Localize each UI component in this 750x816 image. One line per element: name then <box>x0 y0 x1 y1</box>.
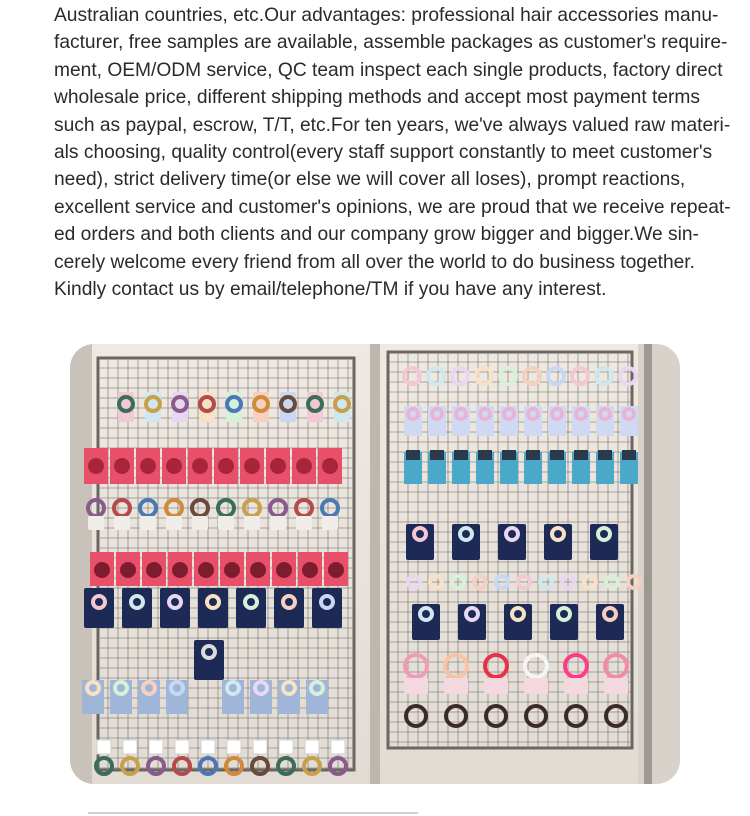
box-window <box>244 458 260 474</box>
pack <box>166 680 188 714</box>
box-window <box>120 562 136 578</box>
pack <box>278 680 300 714</box>
product-card <box>140 516 156 530</box>
pack <box>250 680 272 714</box>
description-line: Australian countries, etc.Our advantages: professional hair accessories manu- <box>54 5 719 26</box>
pack <box>138 680 160 714</box>
product-card <box>218 516 234 530</box>
tag <box>123 740 137 754</box>
tag <box>253 740 267 754</box>
description-line: excellent service and customer's opinions, we are proud that we receive repeat- <box>54 196 731 218</box>
tag <box>331 740 345 754</box>
pack <box>404 678 428 694</box>
tag <box>305 740 319 754</box>
description-line: wholesale price, different shipping methods and accept most payment terms <box>54 87 700 109</box>
tag <box>227 740 241 754</box>
pack <box>524 678 548 694</box>
box-window <box>224 562 240 578</box>
description-line: als choosing, quality control(every staff support constantly to meet customer's <box>54 142 713 164</box>
product-card <box>270 516 286 530</box>
description-line: Kindly contact us by email/telephone/TM if you have any interest. <box>54 279 607 301</box>
tag <box>175 740 189 754</box>
description-text <box>54 2 730 303</box>
product-card <box>166 516 182 530</box>
box-window <box>218 458 234 474</box>
product-card <box>296 516 312 530</box>
pack-top <box>454 450 468 460</box>
pack <box>444 678 468 694</box>
product-card <box>244 516 260 530</box>
pack-top <box>622 450 636 460</box>
product-card <box>114 516 130 530</box>
box-window <box>114 458 130 474</box>
pack-top <box>406 450 420 460</box>
display-rack-photo <box>70 344 680 784</box>
product-card <box>192 516 208 530</box>
box-window <box>88 458 104 474</box>
box-window <box>322 458 338 474</box>
box-window <box>172 562 188 578</box>
description-line: cerely welcome every friend from all over the world to do business together. <box>54 251 695 273</box>
tag <box>201 740 215 754</box>
pack <box>484 678 508 694</box>
frame-pole <box>644 344 652 784</box>
photo-illustration <box>70 344 680 784</box>
box-window <box>140 458 156 474</box>
pack-top <box>574 450 588 460</box>
pack-top <box>478 450 492 460</box>
tag <box>149 740 163 754</box>
description-line: need), strict delivery time(or else we will cover all loses), prompt reactions, <box>54 169 686 191</box>
tag <box>97 740 111 754</box>
pack-top <box>526 450 540 460</box>
pack <box>110 680 132 714</box>
box-window <box>94 562 110 578</box>
product-card <box>88 516 104 530</box>
pack <box>222 680 244 714</box>
section-divider <box>88 812 418 814</box>
box-window <box>146 562 162 578</box>
pack <box>604 678 628 694</box>
box-window <box>276 562 292 578</box>
box-window <box>270 458 286 474</box>
box-window <box>198 562 214 578</box>
box-window <box>250 562 266 578</box>
box-window <box>192 458 208 474</box>
pack-top <box>430 450 444 460</box>
left-wall-edge <box>70 344 92 784</box>
pack-top <box>598 450 612 460</box>
box-window <box>166 458 182 474</box>
description-line: ed orders and both clients and our company grow bigger and bigger.We sin- <box>54 224 699 246</box>
box-window <box>296 458 312 474</box>
description-line: such as paypal, escrow, T/T, etc.For ten years, we've always valued raw materi- <box>54 114 731 136</box>
panel-divider <box>370 344 380 784</box>
tag <box>279 740 293 754</box>
product-card <box>322 516 338 530</box>
pack-top <box>502 450 516 460</box>
pack-top <box>550 450 564 460</box>
pack <box>82 680 104 714</box>
pack <box>564 678 588 694</box>
pack <box>306 680 328 714</box>
description-line: ment, OEM/ODM service, QC team inspect each single products, factory direct <box>54 59 723 81</box>
box-window <box>302 562 318 578</box>
description-line: facturer, free samples are available, assemble packages as customer's require- <box>54 32 728 54</box>
box-window <box>328 562 344 578</box>
